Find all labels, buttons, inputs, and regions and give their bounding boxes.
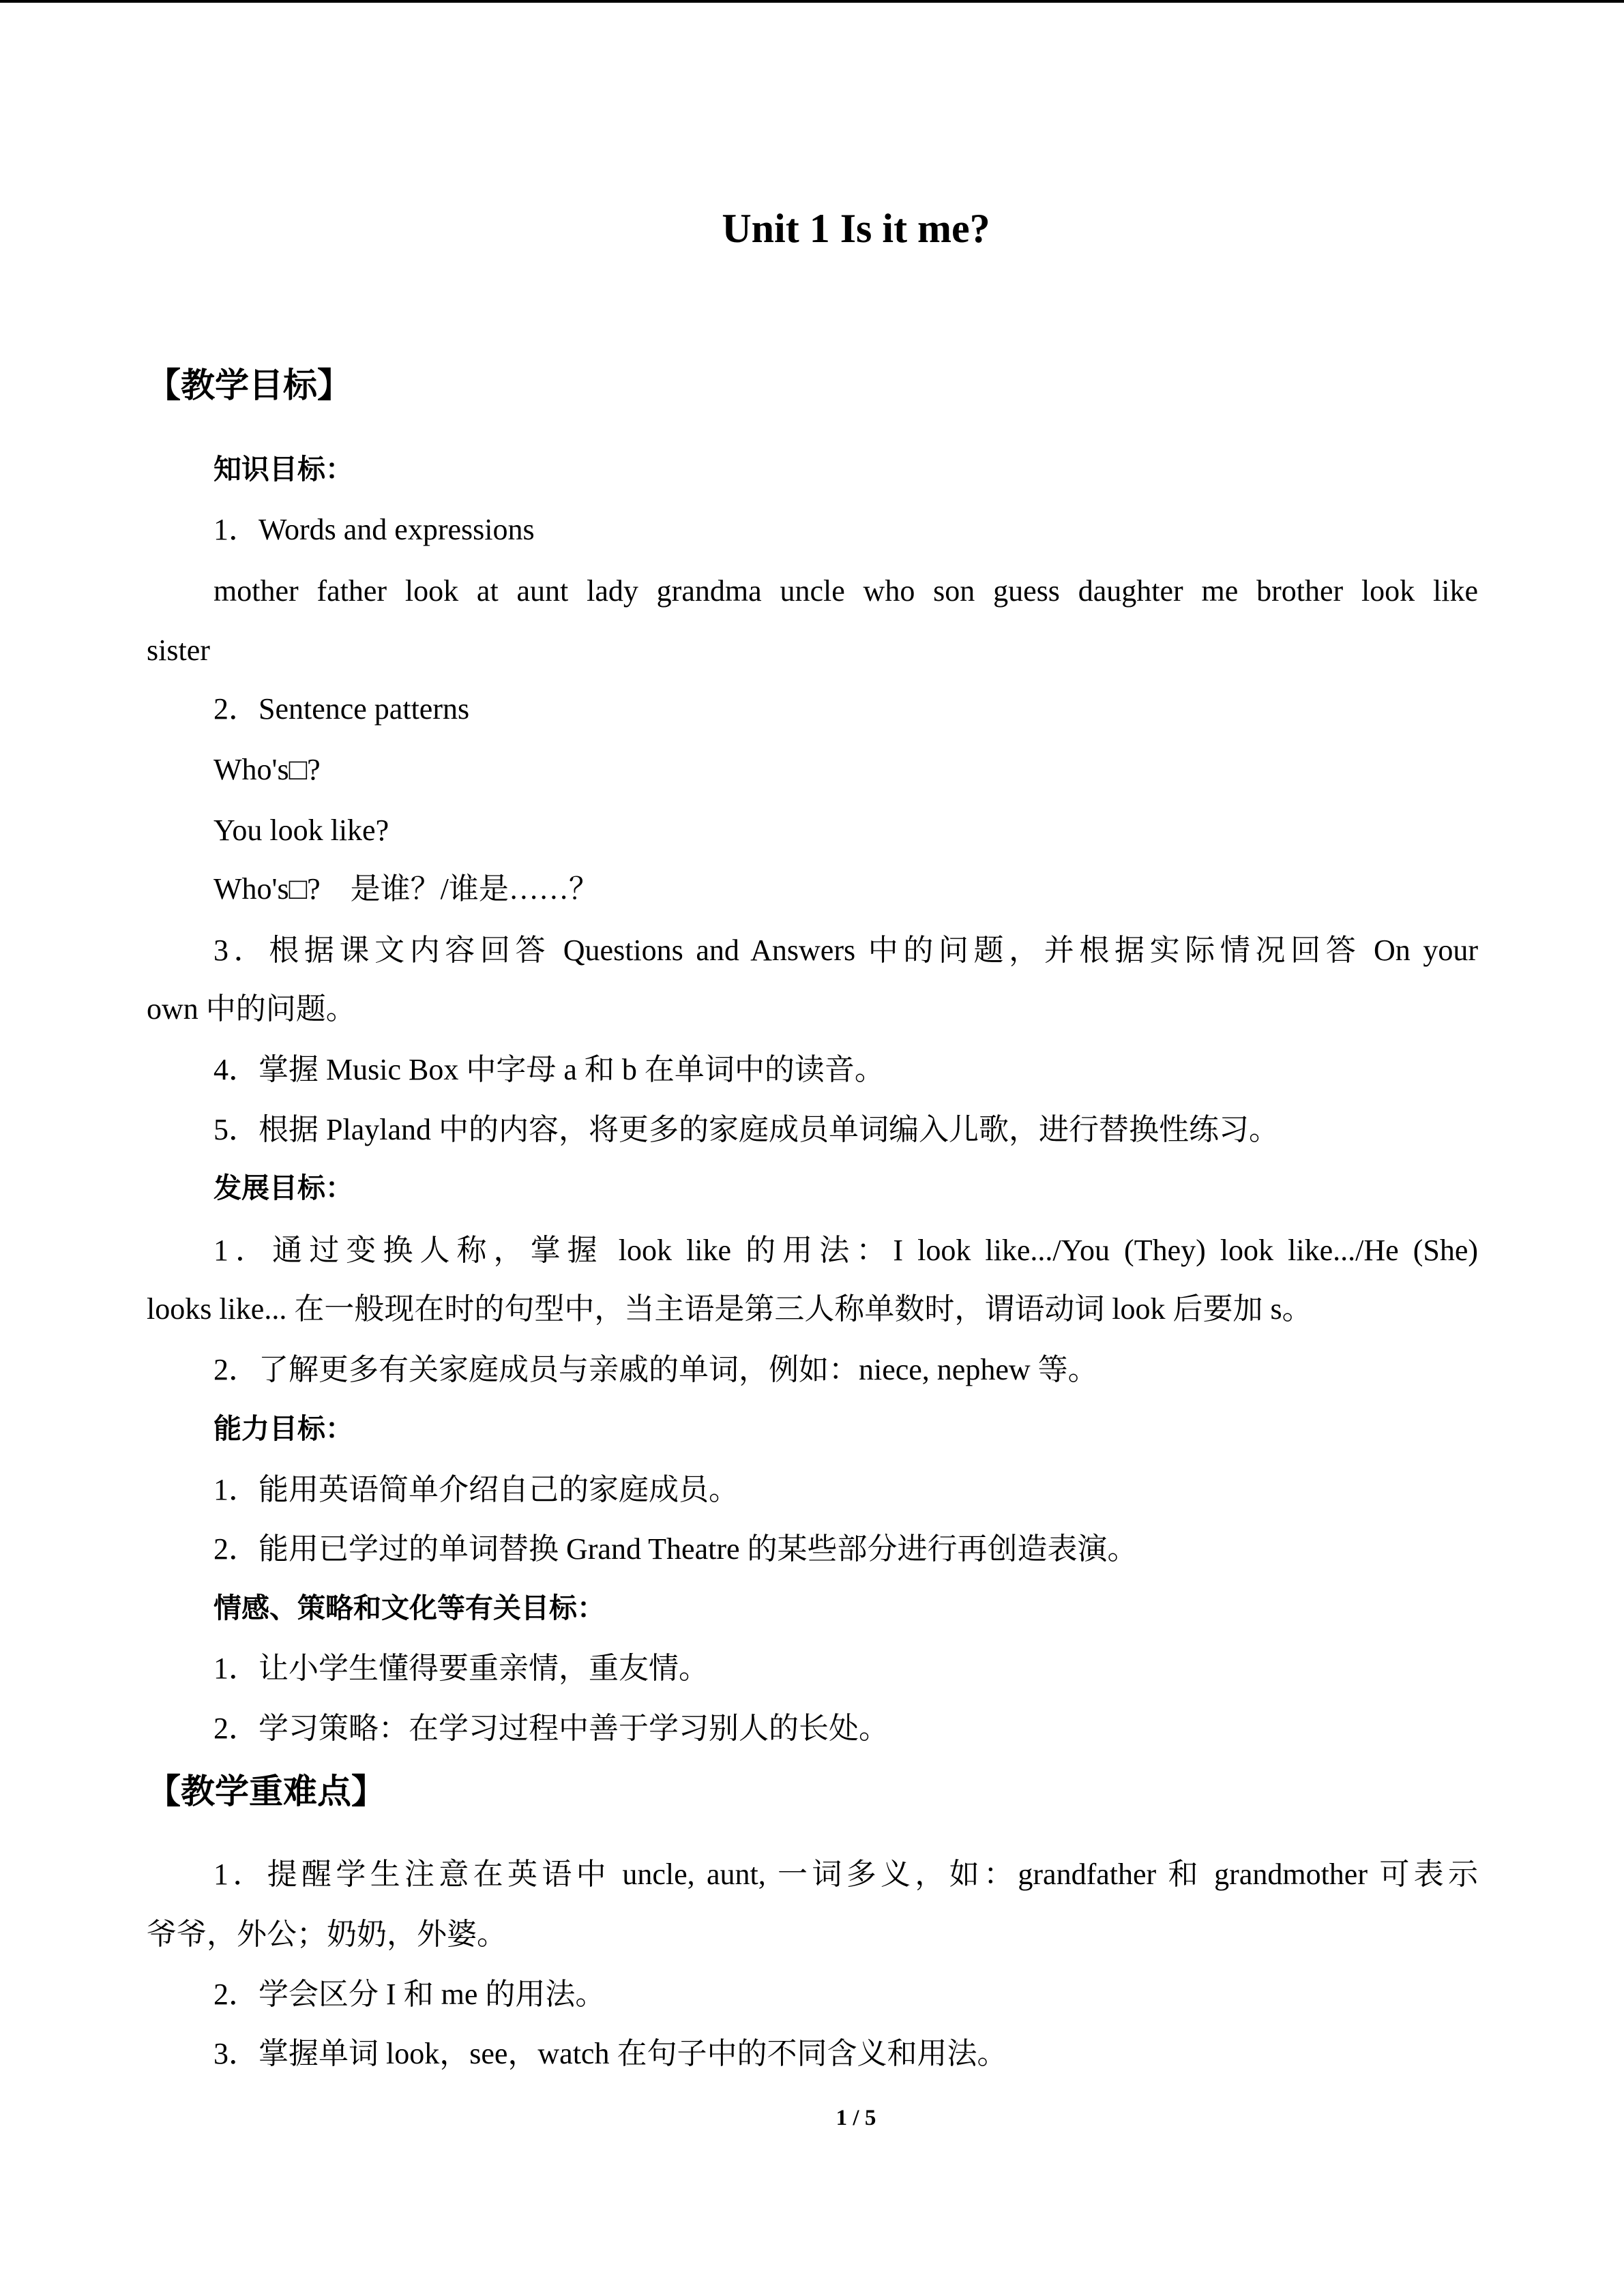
sentence-pattern-3: Who's□? 是谁？/谁是……？	[213, 872, 599, 906]
development-item-1-line-1: 1．通过变换人称，掌握 look like 的用法：I look like.../You (They) look like.../He (She)	[213, 1234, 1478, 1267]
emotion-item-1: 1．让小学生懂得要重亲情，重友情。	[213, 1652, 709, 1685]
document-title: Unit 1 Is it me?	[722, 206, 990, 251]
knowledge-item-5: 5．根据 Playland 中的内容，将更多的家庭成员单词编入儿歌，进行替换性练习。	[213, 1113, 1279, 1146]
key-point-2: 2．学会区分 I 和 me 的用法。	[213, 1978, 606, 2011]
knowledge-item-1-title: 1．Words and expressions	[213, 513, 535, 546]
word-list-line-1: mother father look at aunt lady grandma uncle who son guess daughter me brother look like	[213, 574, 1478, 608]
sentence-pattern-2: You look like?	[213, 814, 389, 847]
subheading-emotion-strategy-culture: 情感、策略和文化等有关目标：	[213, 1592, 605, 1624]
sentence-pattern-1: Who's□?	[213, 753, 321, 786]
knowledge-item-4: 4．掌握 Music Box 中字母 a 和 b 在单词中的读音。	[213, 1053, 885, 1086]
development-item-1-line-2: looks like... 在一般现在时的句型中，当主语是第三人称单数时，谓语动词 look 后要加 s。	[147, 1292, 1312, 1326]
knowledge-item-2-title: 2．Sentence patterns	[213, 692, 470, 726]
key-point-1-line-1: 1．提醒学生注意在英语中 uncle, aunt, 一词多义，如：grandfather 和 grandmother 可表示	[213, 1858, 1478, 1891]
ability-item-2: 2．能用已学过的单词替换 Grand Theatre 的某些部分进行再创造表演。	[213, 1532, 1138, 1566]
word-list-line-2: sister	[147, 633, 210, 667]
key-point-1-line-2: 爷爷，外公；奶奶，外婆。	[147, 1918, 507, 1951]
subheading-ability: 能力目标：	[213, 1412, 353, 1445]
knowledge-item-3-line-2: own 中的问题。	[147, 992, 356, 1026]
section-heading-objectives: 【教学目标】	[147, 366, 351, 405]
top-border-rule	[0, 0, 1624, 3]
knowledge-item-3-line-1: 3．根据课文内容回答 Questions and Answers 中的问题，并根据实际情况回答 On your	[213, 934, 1478, 967]
development-item-2: 2．了解更多有关家庭成员与亲戚的单词，例如：niece, nephew 等。	[213, 1353, 1098, 1386]
section-heading-key-points: 【教学重难点】	[147, 1772, 385, 1811]
subheading-development: 发展目标：	[213, 1172, 353, 1204]
emotion-item-2: 2．学习策略：在学习过程中善于学习别人的长处。	[213, 1712, 889, 1745]
page-number: 1 / 5	[836, 2106, 876, 2130]
subheading-knowledge: 知识目标：	[213, 453, 353, 486]
key-point-3: 3．掌握单词 look，see，watch 在句子中的不同含义和用法。	[213, 2037, 1007, 2070]
ability-item-1: 1．能用英语简单介绍自己的家庭成员。	[213, 1473, 739, 1506]
